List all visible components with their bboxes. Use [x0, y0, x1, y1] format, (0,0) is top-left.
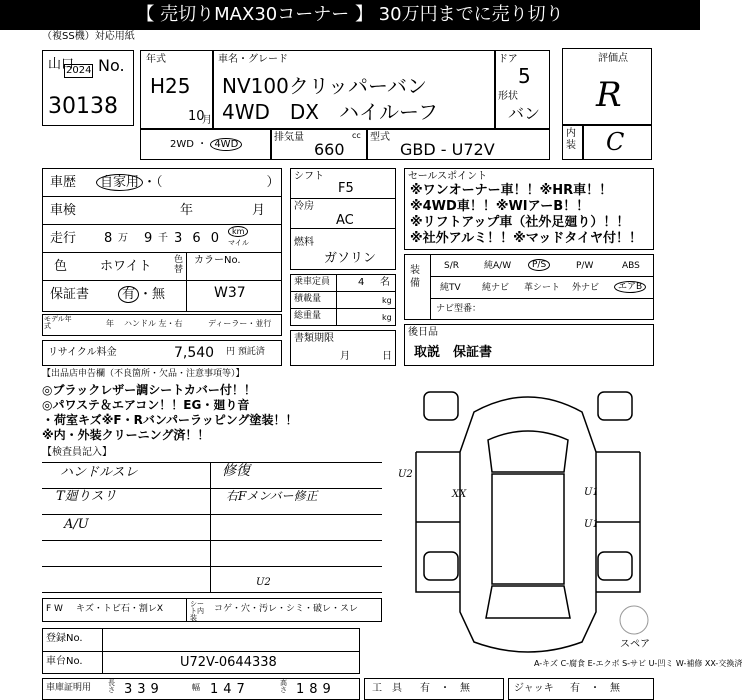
color-value: ホワイト	[100, 259, 152, 274]
diagram-mark-1: U2	[398, 469, 413, 480]
exhibitor-line-1: ◎ブラックレザー調シートカバー付！！	[42, 383, 256, 397]
sales-point-4: ※社外アルミ！！※マッドタイヤ付！！	[410, 231, 642, 246]
drive-2wd: 2WD ・ 4WD	[170, 140, 242, 150]
mileage-mile: マイル	[228, 239, 249, 247]
grade-label: 評価点	[598, 53, 628, 64]
exhibitor-title: 【出品店申告欄（不良箇所・欠品・注意事項等）】	[42, 369, 245, 379]
mileage-rest: 3 6 0	[174, 231, 223, 246]
spare-label: スペア	[620, 639, 650, 650]
nav-model-label: ナビ型番：	[436, 304, 482, 314]
shift-label: シフト	[294, 171, 324, 182]
history-label: 車歴	[50, 175, 77, 190]
dim-length-label: 長さ	[108, 679, 115, 694]
fw-value: キズ・トビ石・割レX	[76, 604, 163, 614]
door-label: ドア	[498, 54, 518, 65]
passengers-unit: 名	[380, 277, 390, 288]
fuel-value: ガソリン	[324, 251, 377, 266]
grade-score: R	[596, 75, 622, 115]
color-code-label: カラーNo.	[194, 255, 241, 266]
doc-deadline-label: 書類期限	[294, 333, 334, 344]
sales-point-2: ※4WD車！！※WIアーB！！	[410, 199, 590, 214]
equip-aw: 純A/W	[484, 261, 512, 271]
color-label: 色	[54, 259, 68, 274]
diagram-mark-5: U2	[256, 577, 271, 588]
load-label: 積載量	[294, 294, 322, 304]
car-grade: 4WD DX ハイルーフ	[222, 100, 439, 124]
equip-ext-navi: 外ナビ	[572, 283, 600, 293]
passengers-label: 乗車定員	[294, 277, 331, 287]
year-label: 年式	[146, 54, 166, 65]
mileage-man-unit: 万	[118, 233, 128, 244]
inspection-label: 車検	[50, 203, 77, 218]
jack-label: ジャッキ	[514, 683, 554, 694]
weight-label: 総重量	[294, 311, 322, 321]
mileage-sen: 9	[144, 231, 153, 246]
load-unit: kg	[382, 296, 392, 305]
shape-label: 形状	[498, 91, 518, 102]
jack-value: 有 ・ 無	[570, 683, 620, 694]
tool-value: 有 ・ 無	[420, 683, 470, 694]
equip-sr: S/R	[444, 261, 459, 271]
fuel-label: 燃料	[294, 237, 314, 248]
color-change-label: 色替	[174, 255, 184, 275]
post-delivery-value: 取説 保証書	[414, 345, 493, 360]
drive-4wd-circled: 4WD	[210, 138, 242, 151]
diagram-mark-2: XX	[452, 489, 467, 500]
equip-tv: 純TV	[440, 283, 461, 293]
mileage-km-circled: km	[228, 228, 248, 236]
cc-unit: cc	[352, 131, 361, 140]
sheet-note: （複SS機）対応用紙	[42, 31, 135, 42]
ac-value: AC	[336, 213, 354, 228]
shift-value: F5	[338, 181, 354, 196]
year-box: 2024	[66, 65, 92, 76]
mileage-sen-unit: 千	[158, 233, 168, 244]
diagram-mark-4: U1	[584, 519, 599, 530]
seat-label: シート内装	[190, 600, 204, 622]
displacement-value: 660	[314, 140, 345, 159]
sales-point-3: ※リフトアップ車（社外足廻り）！！	[410, 215, 630, 230]
lot-number: 30138	[48, 94, 118, 119]
dim-height: 189	[296, 682, 336, 697]
color-code: W37	[214, 285, 246, 301]
passengers-value: 4	[358, 277, 365, 288]
equip-ps: P/S	[528, 261, 550, 270]
displacement-label: 排気量	[274, 132, 304, 143]
exhibitor-line-3: ・荷室キズ※F・Rバンパーラッピング塗装！！	[42, 413, 298, 427]
equip-leather: 革シート	[524, 283, 561, 293]
history-own-use: 自家用 ・（ ）	[96, 176, 280, 189]
registration-label: 登録No.	[46, 633, 83, 644]
model-label: 型式	[370, 132, 390, 143]
inspection-year-unit: 年	[180, 203, 194, 218]
dim-length: 339	[124, 682, 164, 697]
inspection-month-unit: 月	[252, 203, 266, 218]
month-value: 10	[188, 109, 205, 124]
inspector-note-2: T廻りスリ	[56, 489, 117, 504]
sales-points-label: セールスポイント	[408, 171, 488, 182]
doc-deadline-month: 月	[340, 351, 350, 362]
warranty-label: 保証書	[50, 287, 90, 302]
interior-label: 内装	[566, 128, 576, 151]
chassis-value: U72V-0644338	[180, 655, 277, 670]
fw-label: F W	[46, 604, 63, 614]
dim-width-label: 幅	[192, 683, 200, 692]
warranty-value: 有 ・無	[118, 288, 165, 301]
interior-score: C	[606, 128, 625, 156]
equip-navi: 純ナビ	[482, 283, 510, 293]
seat-value: コゲ・穴・汚レ・シミ・破レ・スレ	[214, 604, 359, 614]
equip-airbag: エアB	[614, 283, 646, 292]
ac-label: 冷房	[294, 201, 314, 212]
name-label: 車名・グレード	[218, 54, 288, 65]
mileage-label: 走行	[50, 231, 77, 246]
equip-pw: P/W	[576, 261, 594, 271]
dealer-option: ディーラー・並行	[208, 319, 272, 328]
post-delivery-label: 後日品	[408, 327, 438, 338]
recycle-unit: 円 預託済	[226, 347, 265, 357]
auction-banner: 【 売切りMAX30コーナー 】 30万円までに売り切り	[0, 0, 700, 30]
dim-width: 147	[210, 682, 250, 697]
equipment-label: 装備	[410, 265, 420, 289]
year-value: H25	[150, 74, 191, 98]
damage-legend: A-キズ C-腐食 E-エクボ S-サビ U-凹ミ W-補修 XX-交換済	[534, 659, 742, 668]
inspector-title: 【検査員記入】	[42, 447, 112, 458]
inspector-note-4: 修復	[222, 463, 250, 479]
chassis-label: 車台No.	[46, 656, 83, 667]
shape-value: バン	[508, 104, 541, 123]
door-count: 5	[518, 64, 531, 88]
recycle-label: リサイクル料金	[48, 347, 117, 358]
car-name: NV100クリッパーバン	[222, 74, 428, 98]
handle-option: ハンドル 左・右	[124, 319, 183, 328]
region-label: 山口	[48, 57, 75, 72]
exhibitor-line-4: ※内・外装クリーニング済！！	[42, 428, 210, 442]
diagram-mark-3: U1	[584, 487, 599, 498]
equip-abs: ABS	[622, 261, 640, 271]
inspector-note-5: 右Fメンバー修正	[226, 489, 318, 503]
doc-deadline-day: 日	[382, 351, 392, 362]
recycle-amount: 7,540	[174, 345, 215, 361]
inspector-note-3: A/U	[64, 517, 89, 532]
tool-label: 工 具	[372, 683, 402, 694]
weight-unit: kg	[382, 313, 392, 322]
no-label: No.	[98, 56, 125, 75]
month-unit: 月	[202, 115, 212, 126]
inspector-note-1: ハンドルスレ	[60, 465, 138, 480]
model-value: GBD - U72V	[400, 140, 495, 159]
damage-diagram	[396, 382, 666, 662]
model-year-label: モデル年式	[44, 315, 72, 330]
proof-label: 車庫証明用	[46, 683, 92, 693]
mileage-man: 8	[104, 231, 113, 246]
exhibitor-line-2: ◎パワステ＆エアコン！！EG・廻り音	[42, 398, 250, 412]
sales-point-1: ※ワンオーナー車！！※HR車！！	[410, 183, 613, 198]
dim-height-label: 高さ	[280, 679, 287, 694]
model-year-unit: 年	[106, 319, 114, 328]
